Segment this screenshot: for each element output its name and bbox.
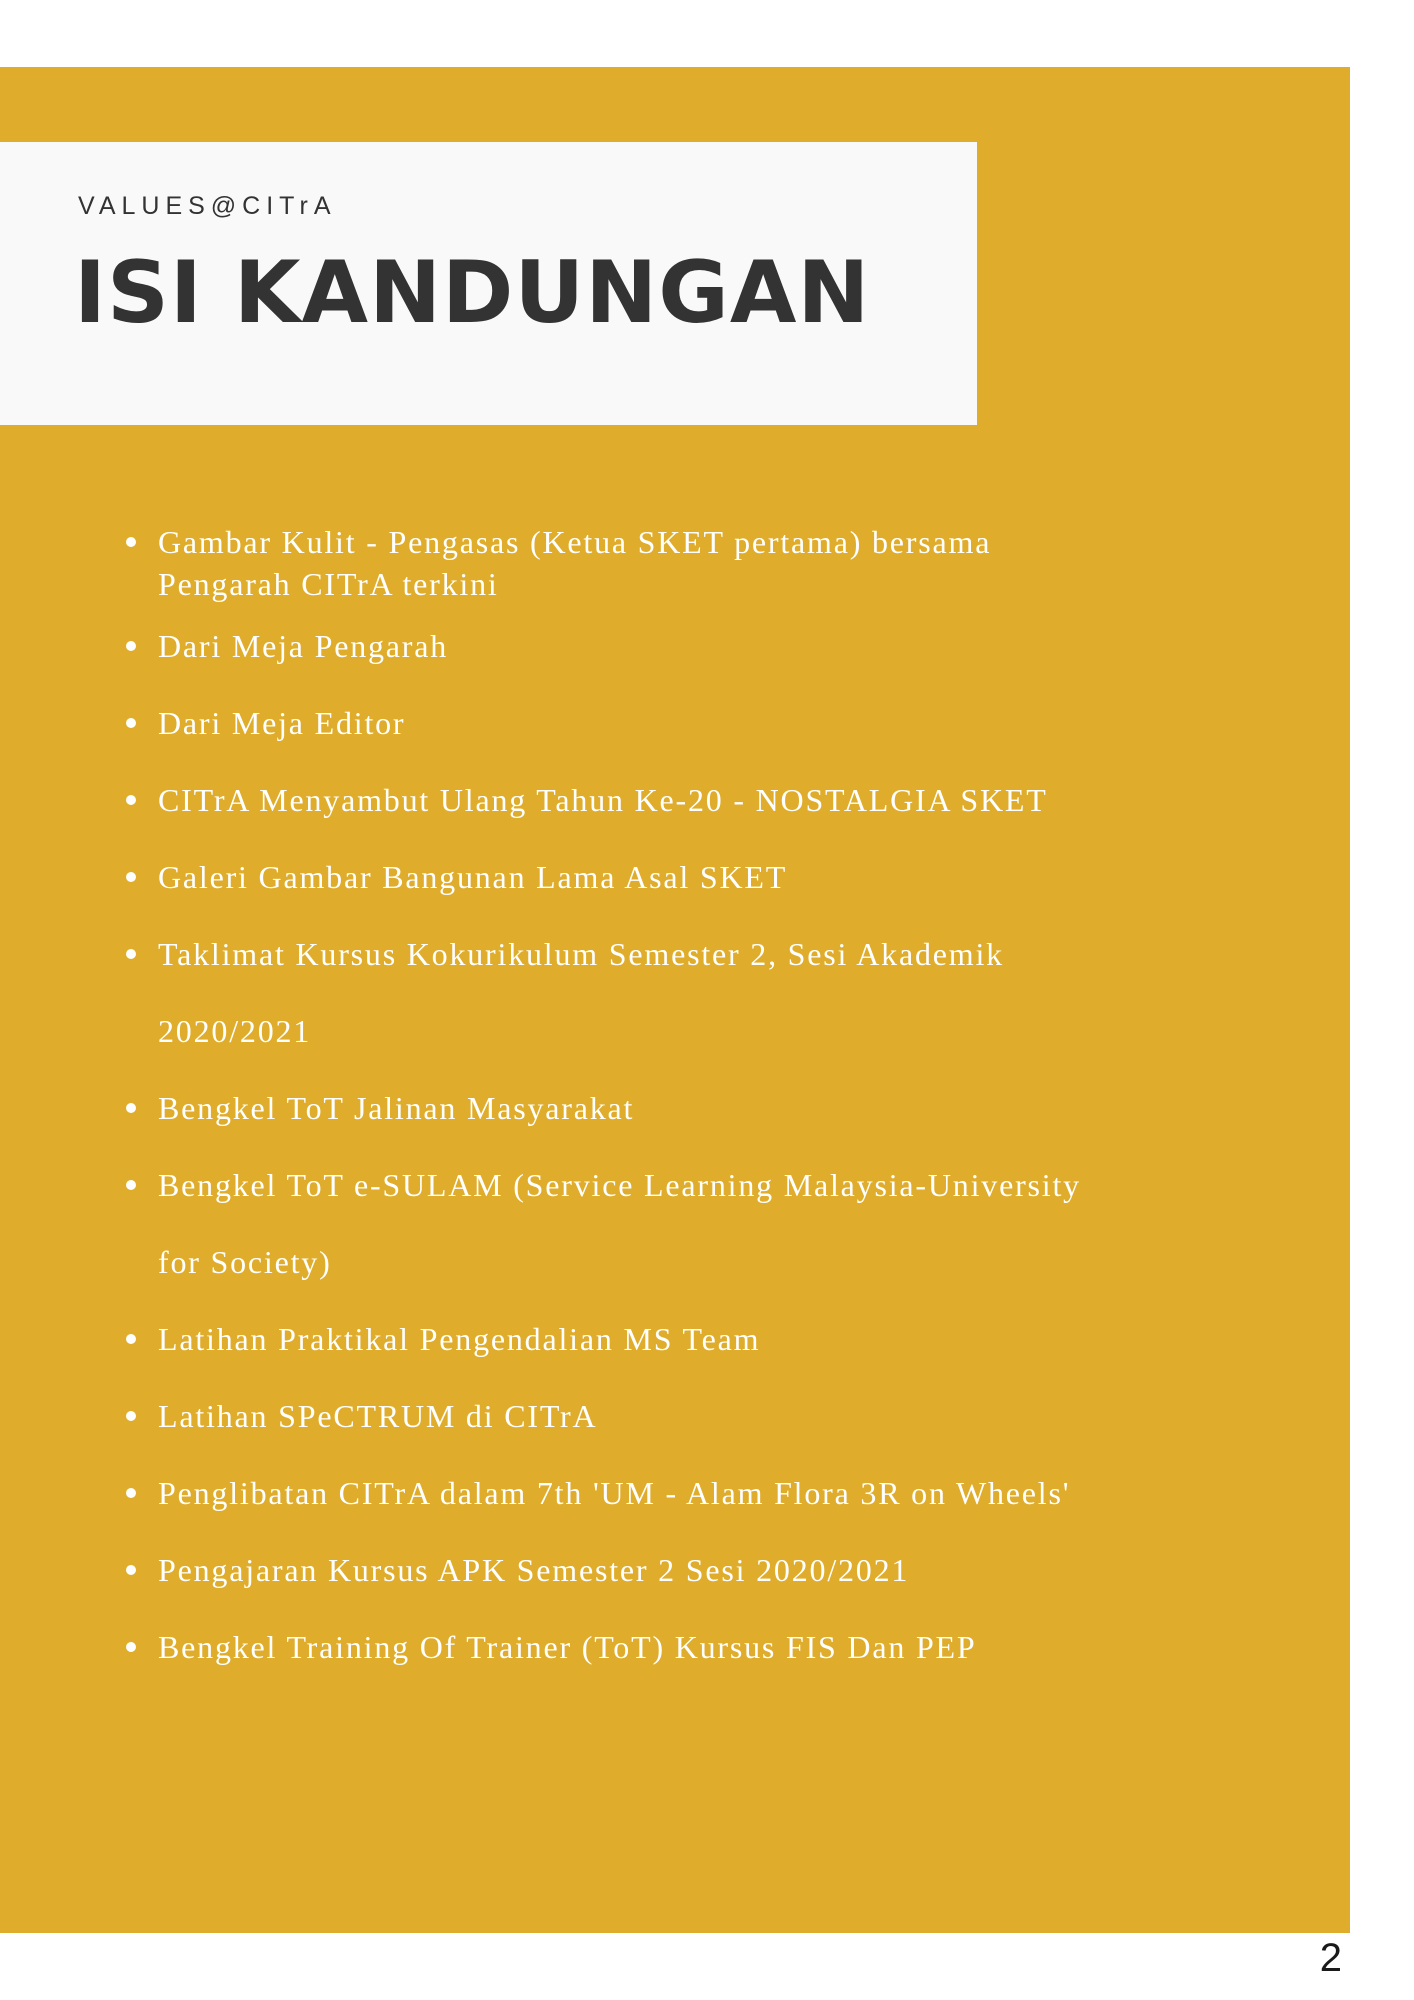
toc-item-line: Bengkel Training Of Trainer (ToT) Kursus FIS Dan PEP [158,1629,977,1665]
toc-item-line: Gambar Kulit - Pengasas (Ketua SKET pertama) bersama [158,524,992,560]
bullet-icon [126,641,136,651]
toc-item [158,1318,1218,1360]
toc-item-line: Latihan SPeCTRUM di CITrA [158,1398,598,1434]
toc-item [158,702,1218,744]
toc-item-line: Penglibatan CITrA dalam 7th 'UM - Alam Flora 3R on Wheels' [158,1475,1071,1511]
toc-item-line: Taklimat Kursus Kokurikulum Semester 2, Sesi Akademik [158,936,1004,972]
bullet-icon [126,1411,136,1421]
toc-item-line: Pengajaran Kursus APK Semester 2 Sesi 2020/2021 [158,1552,910,1588]
bullet-icon [126,949,136,959]
toc-item-line: CITrA Menyambut Ulang Tahun Ke-20 - NOSTALGIA SKET [158,782,1048,818]
toc-item-line: Galeri Gambar Bangunan Lama Asal SKET [158,859,788,895]
toc-item-line: Bengkel ToT Jalinan Masyarakat [158,1090,635,1126]
toc-item [158,1395,1218,1437]
toc-item-line: Latihan Praktikal Pengendalian MS Team [158,1321,761,1357]
toc-item [158,856,1218,898]
bullet-icon [126,1642,136,1652]
toc-item [158,1164,1218,1283]
toc-item-line: 2020/2021 [158,1013,312,1049]
publication-name: VALUES@CITrA [78,192,337,220]
toc-item-line: Bengkel ToT e-SULAM (Service Learning Malaysia-University [158,1167,1081,1203]
toc-item [158,1087,1218,1129]
toc-item [158,1626,1218,1668]
toc-item-line: Dari Meja Pengarah [158,628,449,664]
toc-item [158,1549,1218,1591]
toc-item-line: for Society) [158,1244,332,1280]
bullet-icon [126,795,136,805]
bullet-icon [126,537,136,547]
bullet-icon [126,1180,136,1190]
toc-item [158,625,1218,667]
bullet-icon [126,1103,136,1113]
page-number: 2 [1319,1936,1342,1980]
toc-item [158,1472,1218,1514]
toc-item-line: Pengarah CITrA terkini [158,566,499,602]
toc-item [158,779,1218,821]
toc-item [158,933,1218,1052]
bullet-icon [126,1488,136,1498]
toc-item [158,521,1218,605]
page-title: ISI KANDUNGAN [74,243,871,343]
bullet-icon [126,872,136,882]
bullet-icon [126,718,136,728]
bullet-icon [126,1334,136,1344]
bullet-icon [126,1565,136,1575]
toc-item-line: Dari Meja Editor [158,705,406,741]
